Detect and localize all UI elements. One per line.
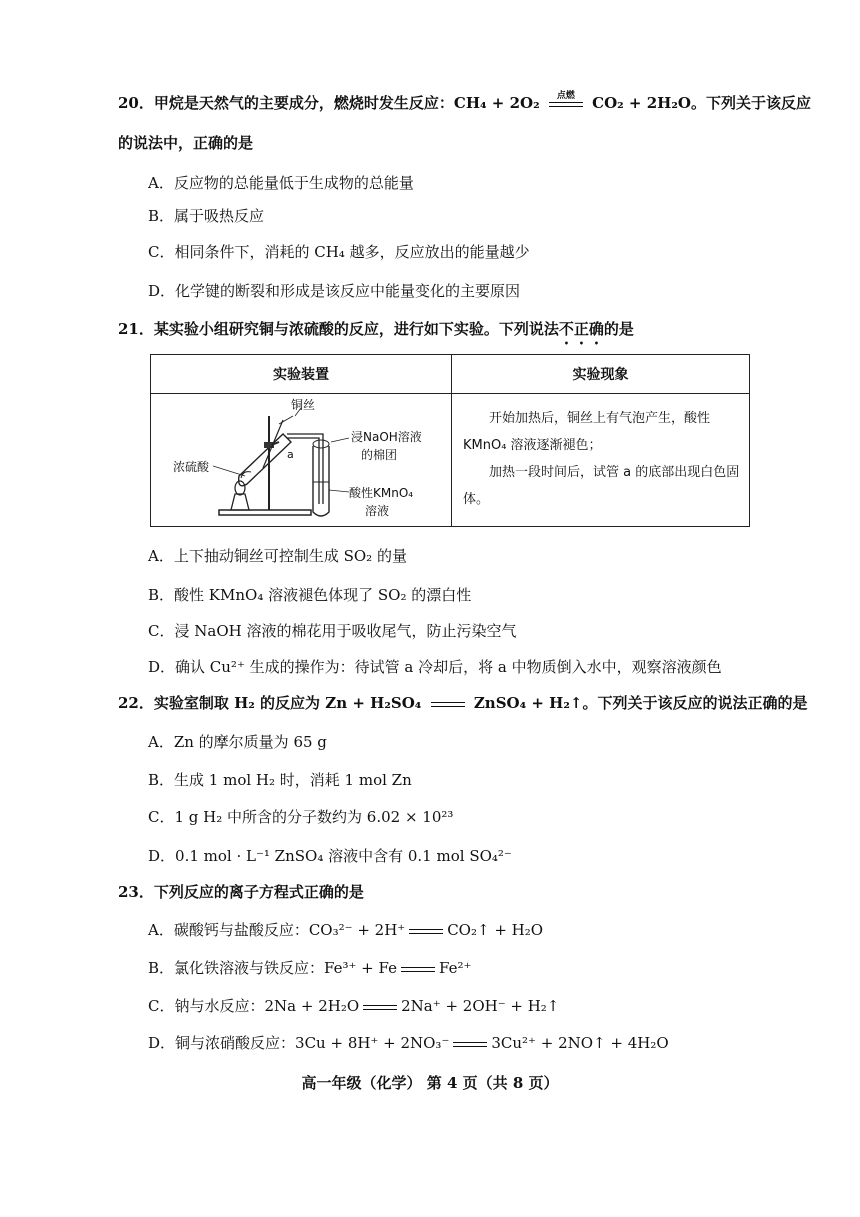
q20-option-b: B．属于吸热反应 bbox=[148, 207, 265, 225]
q23-a-right: CO₂↑ + H₂O bbox=[447, 921, 544, 939]
q23-d-left: D．铜与浓硝酸反应：3Cu + 8H⁺ + 2NO₃⁻ bbox=[148, 1034, 450, 1052]
page-footer: 高一年级（化学） 第 4 页（共 8 页） bbox=[301, 1074, 559, 1092]
q23-option-b bbox=[148, 957, 471, 979]
q20-option-c: C．相同条件下，消耗的 CH₄ 越多，反应放出的能量越少 bbox=[148, 243, 530, 261]
q23-option-d bbox=[148, 1032, 669, 1054]
q21-option-c: C．浸 NaOH 溶液的棉花用于吸收尾气，防止污染空气 bbox=[148, 622, 517, 640]
q23-c-left: C．钠与水反应：2Na + 2H₂O bbox=[148, 997, 360, 1015]
q22-stem-a: 22．实验室制取 H₂ 的反应为 Zn + H₂SO₄ bbox=[118, 694, 422, 712]
q22-option-c: C．1 g H₂ 中所含的分子数约为 6.02 × 10²³ bbox=[148, 808, 454, 826]
q22-stem bbox=[118, 692, 808, 714]
q21-option-b: B．酸性 KMnO₄ 溶液褪色体现了 SO₂ 的漂白性 bbox=[148, 586, 472, 604]
q22-stem-b: ZnSO₄ + H₂↑。下列关于该反应的说法正确的是 bbox=[473, 694, 808, 712]
q21-stem-a: 21．某实验小组研究铜与浓硫酸的反应，进行如下实验。下列说法 bbox=[118, 320, 559, 338]
label-conc-sulfuric-acid: 浓硫酸 bbox=[173, 460, 210, 474]
observation-1: 开始加热后，铜丝上有气泡产生，酸性 KMnO₄ 溶液逐渐褪色； bbox=[463, 411, 711, 453]
label-kmno4-line1: 酸性KMnO₄ bbox=[349, 486, 414, 500]
observation-2: 加热一段时间后，试管 a 的底部出现白色固体。 bbox=[463, 465, 740, 507]
q23-a-left: A．碳酸钙与盐酸反应：CO₃²⁻ + 2H⁺ bbox=[148, 921, 406, 939]
phenomenon-text bbox=[453, 395, 748, 513]
q23-a-equals bbox=[409, 924, 443, 938]
label-copper-wire: 铜丝 bbox=[291, 398, 316, 412]
q20-stem-b: CO₂ + 2H₂O。下列关于该反应 bbox=[592, 94, 811, 112]
q20-equals-sign bbox=[549, 91, 583, 111]
q23-b-left: B．氯化铁溶液与铁反应：Fe³⁺ + Fe bbox=[148, 959, 397, 977]
q22-option-d: D．0.1 mol · L⁻¹ ZnSO₄ 溶液中含有 0.1 mol SO₄²⁻ bbox=[148, 847, 512, 865]
q21-stem bbox=[118, 318, 634, 348]
q23-c-equals bbox=[363, 1000, 397, 1014]
q23-b-right: Fe²⁺ bbox=[439, 959, 472, 977]
q21-emphasis: 不正确 bbox=[558, 320, 604, 338]
q20-condition: 点燃 bbox=[556, 91, 575, 101]
label-cotton-line1: 浸NaOH溶液 bbox=[351, 430, 422, 444]
q23-b-equals bbox=[401, 962, 435, 976]
q22-option-b: B．生成 1 mol H₂ 时，消耗 1 mol Zn bbox=[148, 771, 412, 789]
q23-option-c bbox=[148, 995, 559, 1017]
phenomenon-cell bbox=[452, 394, 750, 527]
header-apparatus: 实验装置 bbox=[151, 355, 452, 394]
q21-option-a: A．上下抽动铜丝可控制生成 SO₂ 的量 bbox=[148, 547, 407, 565]
label-kmno4-line2: 溶液 bbox=[365, 504, 390, 518]
header-phenomenon: 实验现象 bbox=[452, 355, 750, 394]
q22-option-a: A．Zn 的摩尔质量为 65 g bbox=[148, 733, 327, 751]
q20-stem-a: 20．甲烷是天然气的主要成分，燃烧时发生反应：CH₄ + 2O₂ bbox=[118, 94, 540, 112]
q23-c-right: 2Na⁺ + 2OH⁻ + H₂↑ bbox=[401, 997, 560, 1015]
label-cotton-line2: 的棉团 bbox=[361, 448, 398, 462]
q23-option-a bbox=[148, 919, 543, 941]
q23-d-right: 3Cu²⁺ + 2NO↑ + 4H₂O bbox=[491, 1034, 669, 1052]
q21-option-d: D．确认 Cu²⁺ 生成的操作为：待试管 a 冷却后，将 a 中物质倒入水中，观察溶液颜色 bbox=[148, 658, 722, 676]
label-tube-a: a bbox=[287, 448, 294, 461]
q22-equals-sign bbox=[431, 697, 465, 711]
q20-option-d: D．化学键的断裂和形成是该反应中能量变化的主要原因 bbox=[148, 282, 521, 300]
q20-stem-line1 bbox=[118, 92, 811, 114]
q23-d-equals bbox=[453, 1037, 487, 1051]
q23-stem: 23．下列反应的离子方程式正确的是 bbox=[118, 883, 364, 901]
experiment-table bbox=[150, 354, 750, 527]
q20-option-a: A．反应物的总能量低于生成物的总能量 bbox=[148, 174, 414, 192]
q20-stem-line2: 的说法中，正确的是 bbox=[118, 134, 254, 152]
q21-stem-b: 的是 bbox=[603, 320, 634, 338]
apparatus-cell bbox=[151, 394, 452, 527]
